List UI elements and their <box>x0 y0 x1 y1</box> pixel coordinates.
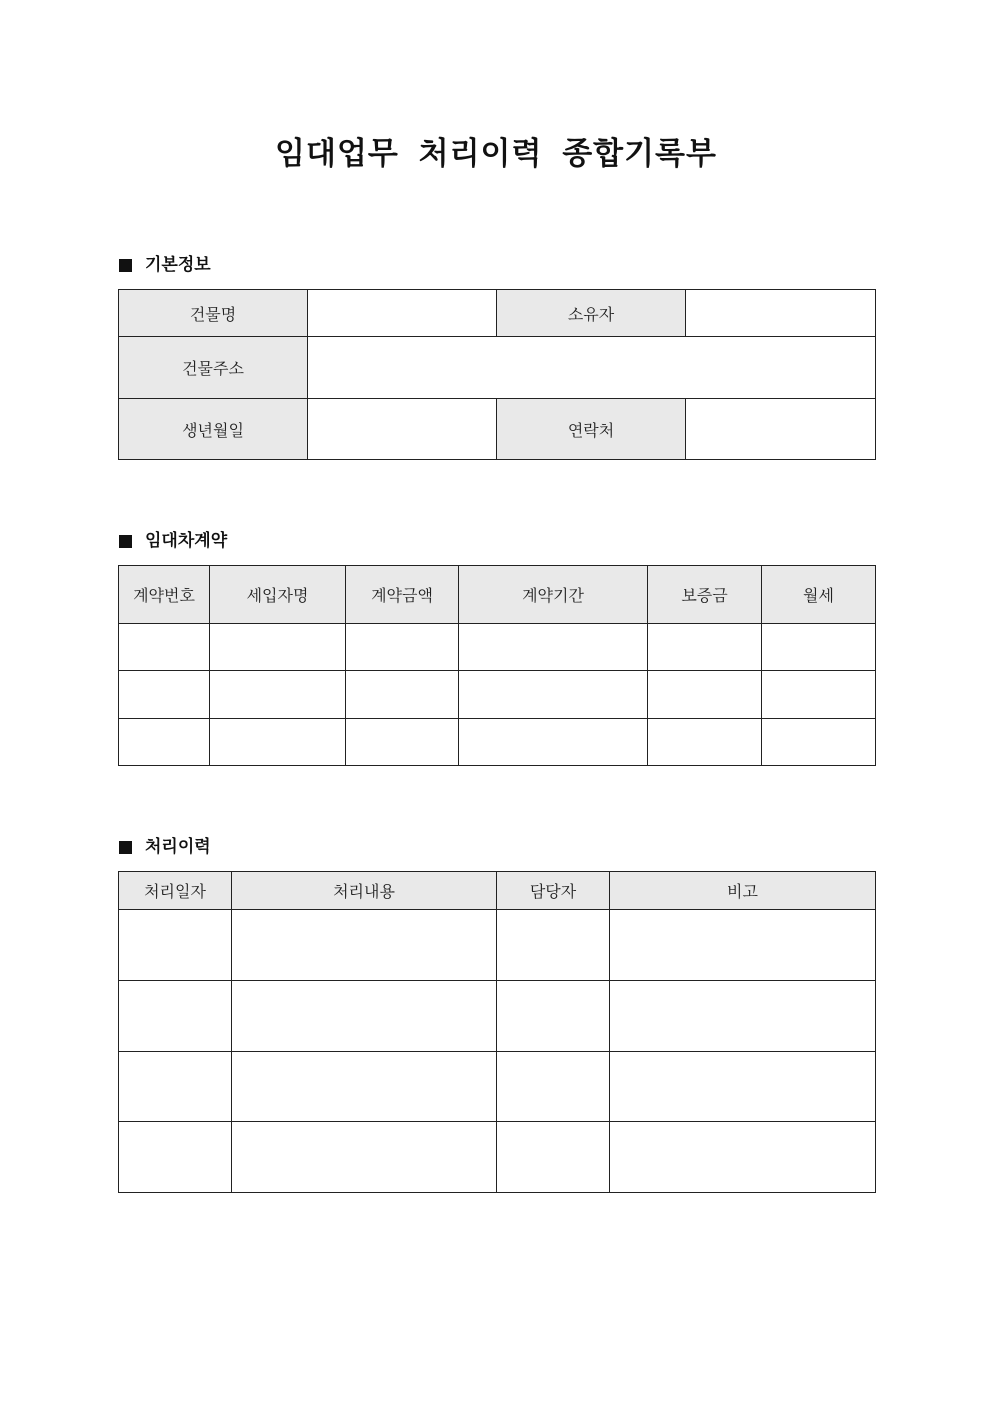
lease-column-header: 계약금액 <box>346 566 459 624</box>
table-row <box>119 624 876 671</box>
lease-column-header: 세입자명 <box>210 566 346 624</box>
table-row <box>119 981 876 1052</box>
history-column-header: 담당자 <box>497 872 610 910</box>
lease-cell[interactable] <box>346 624 459 671</box>
lease-column-header: 계약번호 <box>119 566 210 624</box>
square-bullet-icon <box>119 535 132 548</box>
square-bullet-icon <box>119 259 132 272</box>
lease-cell[interactable] <box>459 719 648 766</box>
lease-cell[interactable] <box>210 719 346 766</box>
birth-date-field[interactable] <box>308 399 497 460</box>
lease-cell[interactable] <box>119 671 210 719</box>
lease-contract-heading-text: 임대차계약 <box>145 531 228 551</box>
lease-contract-table <box>118 565 876 766</box>
lease-cell[interactable] <box>648 624 762 671</box>
owner-label: 소유자 <box>497 290 686 337</box>
table-row <box>119 671 876 719</box>
history-cell[interactable] <box>232 1052 497 1122</box>
lease-cell[interactable] <box>762 624 876 671</box>
history-cell[interactable] <box>119 910 232 981</box>
building-name-field[interactable] <box>308 290 497 337</box>
basic-info-heading <box>119 253 211 277</box>
lease-column-header: 보증금 <box>648 566 762 624</box>
processing-history-heading <box>119 835 211 859</box>
birth-date-label: 생년월일 <box>119 399 308 460</box>
history-column-header: 처리내용 <box>232 872 497 910</box>
history-cell[interactable] <box>610 1122 876 1193</box>
contact-label: 연락처 <box>497 399 686 460</box>
contact-field[interactable] <box>686 399 876 460</box>
history-cell[interactable] <box>610 910 876 981</box>
lease-cell[interactable] <box>459 671 648 719</box>
lease-column-header: 계약기간 <box>459 566 648 624</box>
history-column-header: 처리일자 <box>119 872 232 910</box>
table-row <box>119 1122 876 1193</box>
history-cell[interactable] <box>119 1122 232 1193</box>
lease-column-header: 월세 <box>762 566 876 624</box>
page-title: 임대업무 처리이력 종합기록부 <box>275 136 717 172</box>
lease-cell[interactable] <box>648 671 762 719</box>
basic-info-heading-text: 기본정보 <box>145 255 211 275</box>
history-cell[interactable] <box>610 1052 876 1122</box>
history-cell[interactable] <box>232 910 497 981</box>
table-row <box>119 910 876 981</box>
building-name-label: 건물명 <box>119 290 308 337</box>
address-field[interactable] <box>308 337 876 399</box>
history-cell[interactable] <box>497 981 610 1052</box>
lease-cell[interactable] <box>762 719 876 766</box>
history-cell[interactable] <box>232 981 497 1052</box>
lease-cell[interactable] <box>762 671 876 719</box>
history-cell[interactable] <box>119 1052 232 1122</box>
lease-cell[interactable] <box>210 671 346 719</box>
lease-cell[interactable] <box>459 624 648 671</box>
history-cell[interactable] <box>497 910 610 981</box>
lease-cell[interactable] <box>119 624 210 671</box>
history-cell[interactable] <box>232 1122 497 1193</box>
history-cell[interactable] <box>610 981 876 1052</box>
lease-cell[interactable] <box>346 671 459 719</box>
lease-cell[interactable] <box>119 719 210 766</box>
lease-cell[interactable] <box>648 719 762 766</box>
basic-info-table <box>118 289 876 460</box>
lease-cell[interactable] <box>210 624 346 671</box>
lease-cell[interactable] <box>346 719 459 766</box>
history-column-header: 비고 <box>610 872 876 910</box>
history-cell[interactable] <box>497 1052 610 1122</box>
square-bullet-icon <box>119 841 132 854</box>
processing-history-table <box>118 871 876 1193</box>
processing-history-heading-text: 처리이력 <box>145 837 211 857</box>
table-row <box>119 719 876 766</box>
history-cell[interactable] <box>497 1122 610 1193</box>
lease-contract-heading <box>119 529 227 553</box>
table-row <box>119 1052 876 1122</box>
owner-field[interactable] <box>686 290 876 337</box>
history-cell[interactable] <box>119 981 232 1052</box>
address-label: 건물주소 <box>119 337 308 399</box>
